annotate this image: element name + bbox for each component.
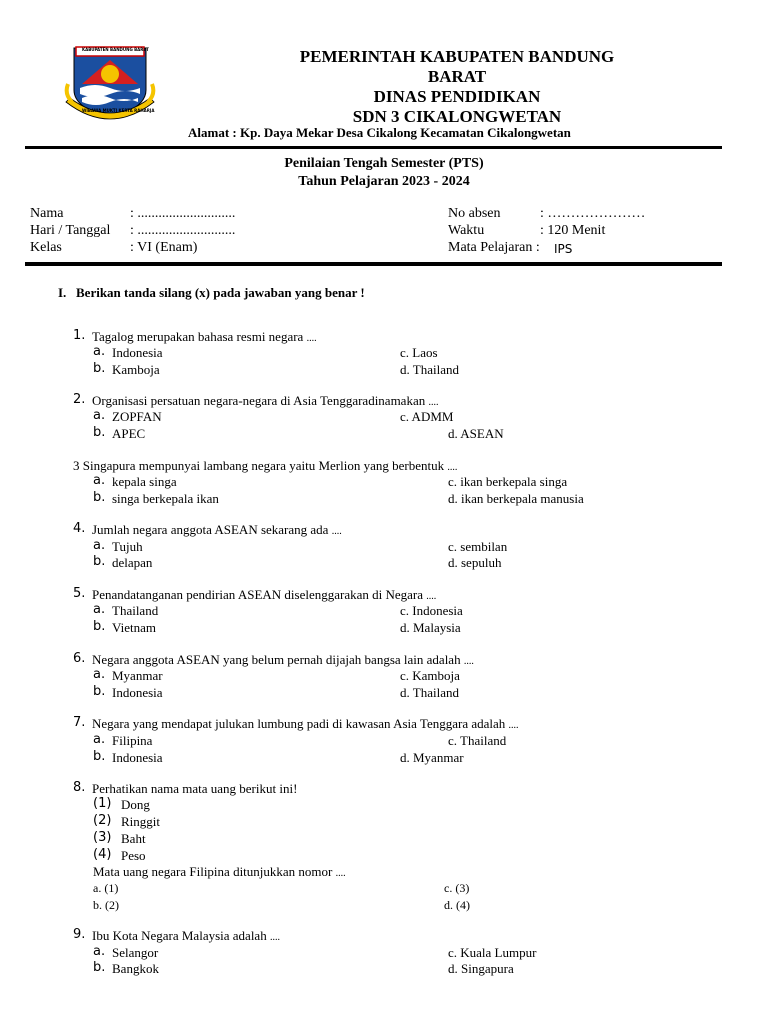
option-c[interactable]: c. ikan berkepala singa	[448, 474, 568, 489]
school-address: Alamat : Kp. Daya Mekar Desa Cikalong Kecamatan Cikalongwetan	[188, 125, 571, 140]
option-mark: b.	[93, 361, 106, 376]
option-mark: a.	[93, 408, 106, 423]
option-b[interactable]: Kamboja	[112, 362, 160, 377]
kelas-label: Kelas	[30, 240, 62, 255]
option-d[interactable]: d. ikan berkepala manusia	[448, 491, 584, 506]
option-b[interactable]: Indonesia	[112, 750, 163, 765]
option-mark: a.	[93, 732, 106, 747]
option-b[interactable]: Indonesia	[112, 685, 163, 700]
option-c[interactable]: c. sembilan	[448, 539, 508, 554]
list-item: Ringgit	[121, 814, 161, 829]
list-item: Dong	[121, 797, 150, 812]
question-number: 9.	[73, 927, 86, 942]
option-a[interactable]: Tujuh	[112, 539, 143, 554]
option-c[interactable]: c. ADMM	[400, 409, 454, 424]
option-mark: b.	[93, 490, 106, 505]
option-a[interactable]: Indonesia	[112, 345, 163, 360]
exam-title: Penilaian Tengah Semester (PTS)	[284, 156, 484, 171]
option-b[interactable]: APEC	[112, 426, 146, 441]
list-item-mark: (4)	[93, 847, 112, 862]
absen-field[interactable]: : …………………	[540, 206, 646, 221]
list-item-mark: (3)	[93, 830, 112, 845]
option-c[interactable]: c. Kuala Lumpur	[448, 945, 537, 960]
option-a[interactable]: Selangor	[112, 945, 159, 960]
option-d[interactable]: d. Myanmar	[400, 750, 464, 765]
question-number: 7.	[73, 715, 86, 730]
option-d[interactable]: d. Thailand	[400, 362, 459, 377]
option-mark: a.	[93, 667, 106, 682]
option-a[interactable]: Filipina	[112, 733, 153, 748]
option-d[interactable]: d. Singapura	[448, 961, 514, 976]
list-item: Peso	[121, 848, 146, 863]
option-c[interactable]: c. Laos	[400, 345, 438, 360]
exam-year: Tahun Pelajaran 2023 - 2024	[298, 174, 470, 189]
logo-top-text: KABUPATEN BANDUNG BARAT	[82, 47, 149, 52]
question-number: 1.	[73, 328, 86, 343]
header-line-1: PEMERINTAH KABUPATEN BANDUNG	[299, 47, 615, 66]
option-a[interactable]: a. (1)	[93, 881, 119, 895]
option-mark: b.	[93, 960, 106, 975]
option-d[interactable]: d. Thailand	[400, 685, 459, 700]
nama-field[interactable]: : ............................	[130, 206, 236, 221]
option-mark: b.	[93, 425, 106, 440]
option-d[interactable]: d. sepuluh	[448, 555, 502, 570]
question-text: Tagalog merupakan bahasa resmi negara ....	[92, 329, 317, 344]
list-item: Baht	[121, 831, 146, 846]
absen-label: No absen	[448, 206, 501, 221]
question-text: Penandatanganan pendirian ASEAN diselenggarakan di Negara ....	[92, 587, 437, 602]
question-number: 6.	[73, 651, 86, 666]
option-mark: a.	[93, 344, 106, 359]
question-text: Negara anggota ASEAN yang belum pernah dijajah bangsa lain adalah ....	[92, 652, 474, 667]
option-mark: b.	[93, 554, 106, 569]
option-mark: a.	[93, 538, 106, 553]
nama-label: Nama	[30, 206, 64, 221]
header-line-2: BARAT	[427, 67, 487, 86]
option-c[interactable]: c. Indonesia	[400, 603, 463, 618]
waktu-label: Waktu	[448, 223, 485, 238]
option-b[interactable]: b. (2)	[93, 898, 119, 912]
option-mark: b.	[93, 619, 106, 634]
waktu-value: : 120 Menit	[540, 223, 606, 238]
question-number: 8.	[73, 780, 86, 795]
option-a[interactable]: Myanmar	[112, 668, 163, 683]
option-b[interactable]: Bangkok	[112, 961, 159, 976]
header-line-4: SDN 3 CIKALONGWETAN	[352, 107, 562, 126]
question-number: 5.	[73, 586, 86, 601]
list-item-mark: (1)	[93, 796, 112, 811]
question-text: Ibu Kota Negara Malaysia adalah ....	[92, 928, 280, 943]
option-b[interactable]: Vietnam	[112, 620, 156, 635]
question-text: Organisasi persatuan negara-negara di Asia Tenggaradinamakan ....	[92, 393, 439, 408]
kelas-value: : VI (Enam)	[130, 240, 198, 255]
option-b[interactable]: delapan	[112, 555, 153, 570]
header-divider	[25, 146, 722, 149]
option-a[interactable]: ZOPFAN	[112, 409, 162, 424]
question-text: 3 Singapura mempunyai lambang negara yaitu Merlion yang berbentuk ....	[73, 458, 458, 473]
section-number: I.	[58, 285, 67, 300]
option-mark: a.	[93, 473, 106, 488]
question-number: 2.	[73, 392, 86, 407]
header-line-3: DINAS PENDIDIKAN	[373, 87, 541, 106]
option-b[interactable]: singa berkepala ikan	[112, 491, 219, 506]
hari-field[interactable]: : ............................	[130, 223, 236, 238]
option-a[interactable]: Thailand	[112, 603, 159, 618]
mapel-value: IPS	[554, 242, 573, 256]
option-mark: b.	[93, 749, 106, 764]
option-mark: a.	[93, 944, 106, 959]
option-d[interactable]: d. Malaysia	[400, 620, 461, 635]
option-c[interactable]: c. Thailand	[448, 733, 507, 748]
question-text: Perhatikan nama mata uang berikut ini!	[92, 781, 298, 796]
option-d[interactable]: d. ASEAN	[448, 426, 504, 441]
identity-divider	[25, 262, 722, 266]
logo-bottom-text: WIBAWA MUKTI KERTA RAHARJA	[82, 108, 155, 113]
question-prompt: Mata uang negara Filipina ditunjukkan nomor ....	[93, 864, 346, 879]
list-item-mark: (2)	[93, 813, 112, 828]
option-a[interactable]: kepala singa	[112, 474, 177, 489]
option-mark: a.	[93, 602, 106, 617]
mapel-label: Mata Pelajaran :	[448, 240, 540, 255]
option-d[interactable]: d. (4)	[444, 898, 470, 912]
hari-label: Hari / Tanggal	[30, 223, 111, 238]
question-number: 4.	[73, 521, 86, 536]
question-text: Negara yang mendapat julukan lumbung padi di kawasan Asia Tenggara adalah ....	[92, 716, 519, 731]
section-instruction: Berikan tanda silang (x) pada jawaban yang benar !	[76, 285, 365, 300]
question-text: Jumlah negara anggota ASEAN sekarang ada ....	[92, 522, 342, 537]
option-c[interactable]: c. (3)	[444, 881, 470, 895]
option-mark: b.	[93, 684, 106, 699]
regency-logo	[64, 44, 156, 124]
option-c[interactable]: c. Kamboja	[400, 668, 460, 683]
